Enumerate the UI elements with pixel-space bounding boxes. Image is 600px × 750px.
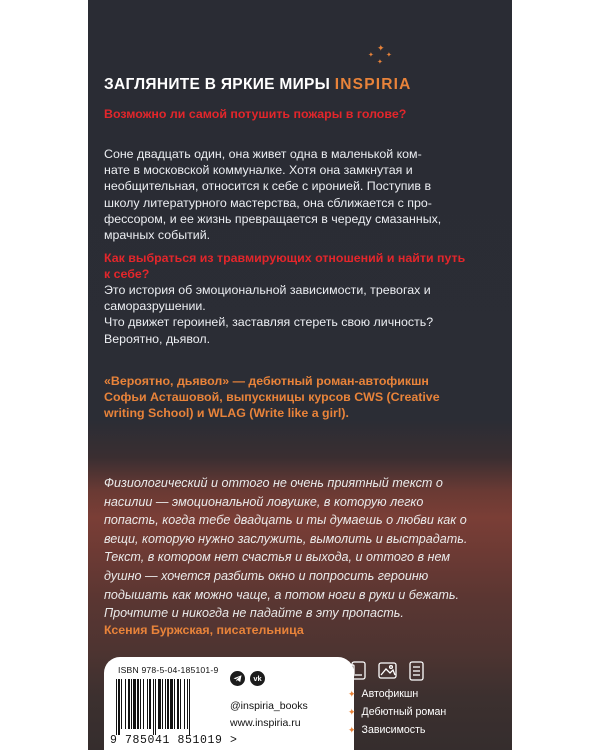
sparkle-icon: ✦ bbox=[386, 52, 392, 59]
story-line: Это история об эмоциональной зависимости, тревогах и bbox=[104, 283, 431, 297]
star-icon: ✦ bbox=[348, 707, 356, 717]
review-quote bbox=[104, 474, 498, 623]
review-line: душно — хочется разбить окно и попросить героиню bbox=[104, 568, 429, 583]
tag-item bbox=[348, 688, 418, 700]
star-icon: ✦ bbox=[348, 725, 356, 735]
review-line: вещи, которую нужно заслужить, вымолить и выстрадать. bbox=[104, 531, 468, 546]
brand-name: INSPIRIA bbox=[334, 76, 412, 93]
isbn-label: ISBN 978-5-04-185101-9 bbox=[118, 665, 219, 675]
story-line: Что движет героиней, заставляя стереть свою личность? bbox=[104, 315, 434, 330]
image-icon bbox=[379, 663, 396, 678]
description-line: фессором, и ее жизнь превращается в череду смазанных, bbox=[104, 211, 442, 226]
vk-icon[interactable]: vk bbox=[250, 671, 265, 686]
description-line: мрачных событий. bbox=[104, 228, 211, 243]
series-label: ЗАГЛЯНИТЕ В ЯРКИЕ МИРЫ bbox=[104, 76, 331, 93]
tag-item bbox=[348, 724, 425, 736]
review-line: насилии — эмоциональной ловушке, в которую легко bbox=[104, 494, 424, 509]
back-cover bbox=[88, 0, 512, 750]
story-line: саморазрушении. bbox=[104, 299, 206, 314]
telegram-icon[interactable] bbox=[230, 671, 245, 686]
tag-label: Зависимость bbox=[361, 724, 426, 736]
review-line: подышать как можно чаще, а потом ноги в руки и бежать. bbox=[104, 587, 460, 602]
checklist-icon bbox=[410, 662, 423, 680]
barcode-number: 9 785041 851019 > bbox=[110, 734, 238, 747]
barcode-panel bbox=[104, 657, 354, 750]
series-heading bbox=[104, 76, 412, 94]
sparkle-icon: ✦ bbox=[377, 43, 385, 53]
second-question bbox=[104, 250, 496, 282]
review-line: попасть, когда тебе двадцать и ты думаешь о любви как о bbox=[104, 513, 467, 528]
website-link[interactable]: www.inspiria.ru bbox=[230, 717, 301, 729]
promo-line: Софьи Асташовой, выпускницы курсов CWS (Creative bbox=[104, 390, 440, 405]
promo-line: «Вероятно, дьявол» — дебютный роман-автофикшн bbox=[104, 374, 429, 388]
review-line: Текст, в котором нет счастья и выхода, и оттого в нем bbox=[104, 550, 450, 565]
tag-label: Дебютный роман bbox=[361, 706, 447, 718]
description-line: школу литературного мастерства, она сближается с про- bbox=[104, 195, 432, 210]
description-line: необщительная, относится к себе с иронией. Поступив в bbox=[104, 179, 432, 194]
story-paragraph bbox=[104, 282, 496, 347]
promo-paragraph bbox=[104, 373, 484, 422]
phone-book-icon bbox=[348, 662, 365, 679]
question-line: к себе? bbox=[104, 267, 150, 282]
tag-label: Автофикшн bbox=[361, 688, 419, 700]
description-paragraph bbox=[104, 146, 496, 243]
description-line: нате в московской коммуналке. Хотя она замкнутая и bbox=[104, 163, 413, 178]
story-line: Вероятно, дьявол. bbox=[104, 331, 211, 346]
promo-line: writing School) и WLAG (Write like a girl). bbox=[104, 406, 349, 421]
star-icon: ✦ bbox=[348, 689, 356, 699]
review-line: Физиологический и оттого не очень приятный текст о bbox=[104, 476, 443, 490]
sparkle-icon: ✦ bbox=[368, 52, 374, 59]
tag-item bbox=[348, 706, 446, 718]
review-author: Ксения Буржская, писательница bbox=[104, 623, 304, 637]
review-line: Прочтите и никогда не падайте в эту пропасть. bbox=[104, 606, 404, 621]
sparkle-icon: ✦ bbox=[377, 59, 383, 66]
social-handle[interactable]: @inspiria_books bbox=[230, 700, 308, 712]
format-icons bbox=[346, 660, 436, 687]
question-heading: Возможно ли самой потушить пожары в голове? bbox=[104, 107, 407, 121]
description-line: Соне двадцать один, она живет одна в маленькой ком- bbox=[104, 147, 422, 161]
barcode-image bbox=[116, 679, 218, 735]
question-line: Как выбраться из травмирующих отношений и найти путь bbox=[104, 251, 466, 265]
